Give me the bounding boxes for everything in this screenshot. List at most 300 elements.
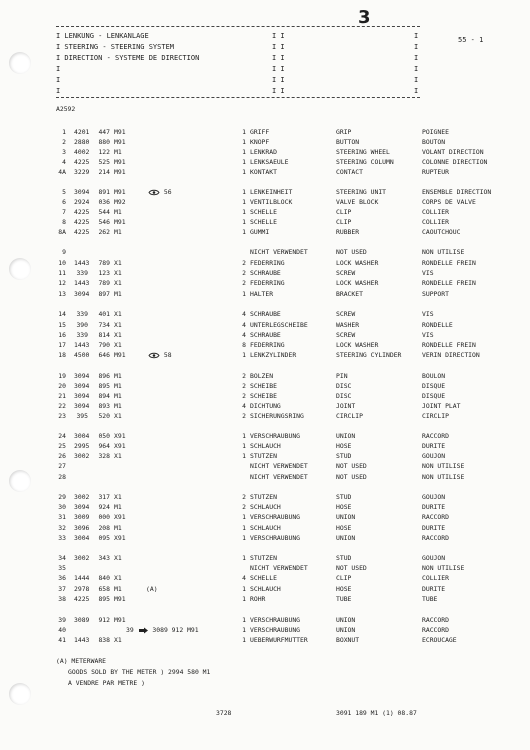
quantity: 1 — [242, 138, 246, 146]
quantity: 1 — [242, 208, 246, 216]
part-no-middle: 893 — [98, 402, 110, 410]
table-row — [0, 401, 530, 411]
quantity: 1 — [242, 616, 246, 624]
description-en: CIRCLIP — [336, 412, 363, 420]
table-row — [0, 625, 530, 635]
description-de: SCHEIBE — [250, 382, 277, 390]
quantity: 1 — [242, 218, 246, 226]
quantity: 2 — [242, 372, 246, 380]
description-en: UNION — [336, 432, 356, 440]
description-en: HOSE — [336, 503, 352, 511]
item-number: 8A — [58, 228, 66, 236]
item-number: 3 — [62, 148, 66, 156]
part-no-suffix: M1 — [114, 372, 122, 380]
header-right-mark: I — [414, 87, 419, 95]
part-no-prefix: 3009 — [74, 513, 90, 521]
description-de: NICHT VERWENDET — [250, 462, 308, 470]
description-de: LENKEINHEIT — [250, 188, 293, 196]
part-no-prefix: 3002 — [74, 493, 90, 501]
part-no-middle: 214 — [98, 168, 110, 176]
reference-page: 58 — [163, 351, 172, 359]
part-no-suffix: M1 — [114, 402, 122, 410]
description-fr: POIGNEE — [422, 128, 449, 136]
part-no-prefix: 2924 — [74, 198, 90, 206]
description-en: STEERING CYLINDER — [336, 351, 402, 359]
part-no-prefix: 3229 — [74, 168, 90, 176]
part-no-middle: 401 — [98, 310, 110, 318]
description-de: SCHLAUCH — [250, 503, 281, 511]
description-de: LENKRAD — [250, 148, 277, 156]
description-fr: COLLIER — [422, 208, 449, 216]
description-en: STEERING COLUMN — [336, 158, 394, 166]
part-no-prefix: 3004 — [74, 534, 90, 542]
part-no-prefix: 2995 — [74, 442, 90, 450]
table-row — [0, 431, 530, 441]
description-de: LENKZYLINDER — [250, 351, 297, 359]
item-number: 20 — [58, 382, 66, 390]
header-right-mark: I — [414, 32, 419, 40]
part-no-suffix: X1 — [114, 452, 122, 460]
description-en: GRIP — [336, 128, 352, 136]
description-en: STEERING WHEEL — [336, 148, 390, 156]
table-row — [0, 502, 530, 512]
part-no-middle: 734 — [98, 321, 110, 329]
reference — [148, 187, 172, 197]
part-no-suffix: X1 — [114, 259, 122, 267]
table-row — [0, 167, 530, 177]
description-en: BUTTON — [336, 138, 360, 146]
description-fr: VOLANT DIRECTION — [422, 148, 484, 156]
part-no-suffix: M91 — [114, 158, 126, 166]
table-row — [0, 330, 530, 340]
header-line: I STEERING - STEERING SYSTEM — [56, 43, 175, 51]
description-de: SCHLAUCH — [250, 442, 281, 450]
description-fr: NON UTILISE — [422, 564, 465, 572]
description-fr: RACCORD — [422, 534, 449, 542]
reference-part: 3089 912 M91 — [152, 626, 199, 634]
item-number: 40 — [58, 626, 66, 634]
description-de: ROHR — [250, 595, 266, 603]
description-en: SCREW — [336, 310, 356, 318]
part-no-suffix: X1 — [114, 269, 122, 277]
part-no-middle: 814 — [98, 331, 110, 339]
table-row — [0, 147, 530, 157]
description-fr: DURITE — [422, 524, 446, 532]
table-row — [0, 441, 530, 451]
description-en: NOT USED — [336, 473, 367, 481]
description-fr: DURITE — [422, 503, 446, 511]
quantity: 4 — [242, 310, 246, 318]
description-de: FEDERRING — [250, 279, 285, 287]
item-number: 4A — [58, 168, 66, 176]
quantity: 1 — [242, 554, 246, 562]
part-no-suffix: M91 — [114, 168, 126, 176]
description-de: UNTERLEGSCHEIBE — [250, 321, 308, 329]
description-fr: VIS — [422, 269, 434, 277]
table-row — [0, 533, 530, 543]
description-en: RUBBER — [336, 228, 360, 236]
quantity: 4 — [242, 574, 246, 582]
part-no-middle: 658 — [98, 585, 110, 593]
item-number: 18 — [58, 351, 66, 359]
part-no-suffix: X1 — [114, 574, 122, 582]
part-no-middle: 895 — [98, 595, 110, 603]
description-de: SCHRAUBE — [250, 310, 281, 318]
description-en: NOT USED — [336, 462, 367, 470]
header-mid-mark: I I — [272, 87, 285, 95]
description-fr: JOINT PLAT — [422, 402, 461, 410]
item-number: 26 — [58, 452, 66, 460]
item-number: 37 — [58, 585, 66, 593]
description-en: NOT USED — [336, 248, 367, 256]
item-number: 33 — [58, 534, 66, 542]
item-number: 30 — [58, 503, 66, 511]
item-number: 21 — [58, 392, 66, 400]
view-ref-icon — [148, 189, 160, 196]
description-de: KNOPF — [250, 138, 270, 146]
description-de: VERSCHRAUBUNG — [250, 432, 301, 440]
part-no-middle: 546 — [98, 218, 110, 226]
part-no-middle: 123 — [98, 269, 110, 277]
description-fr: RONDELLE FREIN — [422, 279, 476, 287]
description-de: LENKSAEULE — [250, 158, 289, 166]
part-no-suffix: X1 — [114, 310, 122, 318]
description-fr: ECROUCAGE — [422, 636, 457, 644]
quantity: 2 — [242, 493, 246, 501]
table-row — [0, 127, 530, 137]
quantity: 2 — [242, 259, 246, 267]
part-no-prefix: 3094 — [74, 290, 90, 298]
part-no-suffix: M91 — [114, 188, 126, 196]
part-no-prefix: 3094 — [74, 402, 90, 410]
description-en: WASHER — [336, 321, 360, 329]
part-no-prefix: 1443 — [74, 279, 90, 287]
part-no-prefix: 339 — [76, 269, 88, 277]
part-no-suffix: M1 — [114, 392, 122, 400]
part-no-suffix: X91 — [114, 432, 126, 440]
part-no-middle: 036 — [98, 198, 110, 206]
part-no-suffix: M91 — [114, 351, 126, 359]
table-row — [0, 594, 530, 604]
description-fr: RACCORD — [422, 513, 449, 521]
item-number: 34 — [58, 554, 66, 562]
part-no-middle: 895 — [98, 382, 110, 390]
item-number: 32 — [58, 524, 66, 532]
description-en: STEERING UNIT — [336, 188, 387, 196]
part-no-prefix: 1443 — [74, 636, 90, 644]
description-en: SCREW — [336, 269, 356, 277]
reference-arrow — [134, 626, 153, 634]
description-en: HOSE — [336, 524, 352, 532]
quantity: 2 — [242, 392, 246, 400]
description-en: UNION — [336, 616, 356, 624]
table-row — [0, 584, 530, 594]
part-no-suffix: M1 — [114, 208, 122, 216]
item-number: 6 — [62, 198, 66, 206]
description-fr: GOUJON — [422, 452, 446, 460]
part-no-middle: 328 — [98, 452, 110, 460]
page-badge: 3 — [358, 7, 371, 28]
description-de: SCHLAUCH — [250, 585, 281, 593]
quantity: 2 — [242, 269, 246, 277]
item-number: 10 — [58, 259, 66, 267]
description-en: HOSE — [336, 442, 352, 450]
description-de: GUMMI — [250, 228, 270, 236]
description-fr: GOUJON — [422, 493, 446, 501]
part-no-middle: 343 — [98, 554, 110, 562]
reference: (A) — [146, 585, 158, 593]
table-row — [0, 197, 530, 207]
item-number: 12 — [58, 279, 66, 287]
item-number: 2 — [62, 138, 66, 146]
part-no-prefix: 339 — [76, 331, 88, 339]
part-no-suffix: M1 — [114, 148, 122, 156]
description-de: NICHT VERWENDET — [250, 248, 308, 256]
table-row — [0, 217, 530, 227]
item-number: 27 — [58, 462, 66, 470]
item-number: 39 — [58, 616, 66, 624]
header-mid-mark: I I — [272, 76, 285, 84]
part-no-middle: 880 — [98, 138, 110, 146]
part-no-middle: 912 — [98, 616, 110, 624]
table-row — [0, 492, 530, 502]
part-no-suffix: M91 — [114, 218, 126, 226]
table-row — [0, 512, 530, 522]
part-no-prefix: 3094 — [74, 188, 90, 196]
part-no-middle: 520 — [98, 412, 110, 420]
item-number: 19 — [58, 372, 66, 380]
part-no-prefix: 395 — [76, 412, 88, 420]
quantity: 1 — [242, 595, 246, 603]
description-en: DISC — [336, 382, 352, 390]
description-en: DISC — [336, 392, 352, 400]
description-en: LOCK WASHER — [336, 279, 379, 287]
part-no-middle: 838 — [98, 636, 110, 644]
quantity: 1 — [242, 513, 246, 521]
see-ref-arrow-icon — [138, 627, 149, 634]
table-row — [0, 451, 530, 461]
description-de: SCHLAUCH — [250, 524, 281, 532]
description-fr: DISQUE — [422, 382, 446, 390]
part-no-middle: 790 — [98, 341, 110, 349]
item-number: 14 — [58, 310, 66, 318]
table-row — [0, 207, 530, 217]
part-no-suffix: M91 — [114, 595, 126, 603]
part-no-prefix: 3094 — [74, 372, 90, 380]
description-en: VALVE BLOCK — [336, 198, 379, 206]
part-no-middle: 208 — [98, 524, 110, 532]
part-no-suffix: M1 — [114, 585, 122, 593]
section-code: 55 - 1 — [458, 36, 484, 44]
table-row — [0, 381, 530, 391]
table-row — [0, 553, 530, 563]
description-en: STUD — [336, 452, 352, 460]
quantity: 1 — [242, 148, 246, 156]
part-no-middle: 122 — [98, 148, 110, 156]
part-no-middle: 840 — [98, 574, 110, 582]
header-mid-mark: I I — [272, 65, 285, 73]
description-en: STUD — [336, 554, 352, 562]
part-no-suffix: X1 — [114, 321, 122, 329]
part-no-middle: 525 — [98, 158, 110, 166]
item-number: 31 — [58, 513, 66, 521]
description-en: HOSE — [336, 585, 352, 593]
item-number: 22 — [58, 402, 66, 410]
item-number: 23 — [58, 412, 66, 420]
description-fr: GOUJON — [422, 554, 446, 562]
part-no-suffix: M1 — [114, 228, 122, 236]
reference — [126, 625, 199, 635]
part-no-prefix: 339 — [76, 310, 88, 318]
header-line: I — [56, 65, 61, 73]
part-no-prefix: 1444 — [74, 574, 90, 582]
part-no-suffix: X1 — [114, 554, 122, 562]
description-de: STUTZEN — [250, 554, 277, 562]
description-de: SCHELLE — [250, 208, 277, 216]
description-en: NOT USED — [336, 564, 367, 572]
part-no-suffix: M91 — [114, 138, 126, 146]
description-de: VENTILBLOCK — [250, 198, 293, 206]
part-no-middle: 000 — [98, 513, 110, 521]
part-no-suffix: X1 — [114, 279, 122, 287]
part-no-middle: 964 — [98, 442, 110, 450]
item-number: 4 — [62, 158, 66, 166]
description-en: LOCK WASHER — [336, 259, 379, 267]
table-row — [0, 289, 530, 299]
part-no-suffix: X1 — [114, 412, 122, 420]
description-de: NICHT VERWENDET — [250, 473, 308, 481]
footnote-line: (A) METERWARE — [56, 657, 107, 665]
reference — [148, 350, 172, 360]
part-no-prefix: 3094 — [74, 382, 90, 390]
part-no-suffix: M91 — [114, 616, 126, 624]
part-no-middle: 262 — [98, 228, 110, 236]
description-en: LOCK WASHER — [336, 341, 379, 349]
description-de: KONTAKT — [250, 168, 277, 176]
description-fr: BOULON — [422, 372, 446, 380]
part-no-middle: 317 — [98, 493, 110, 501]
part-no-prefix: 3089 — [74, 616, 90, 624]
view-ref-icon — [148, 352, 160, 359]
item-number: 13 — [58, 290, 66, 298]
part-no-middle: 897 — [98, 290, 110, 298]
item-number: 9 — [62, 248, 66, 256]
table-row — [0, 635, 530, 645]
quantity: 1 — [242, 432, 246, 440]
description-de: SICHERUNGSRING — [250, 412, 304, 420]
description-de: UEBERWURFMUTTER — [250, 636, 308, 644]
table-row — [0, 278, 530, 288]
table-row — [0, 227, 530, 237]
item-number: 16 — [58, 331, 66, 339]
part-no-prefix: 3096 — [74, 524, 90, 532]
header-mid-mark: I I — [272, 54, 285, 62]
part-no-prefix: 2880 — [74, 138, 90, 146]
part-no-prefix: 4225 — [74, 158, 90, 166]
description-fr: DURITE — [422, 585, 446, 593]
table-row — [0, 258, 530, 268]
item-number: 1 — [62, 128, 66, 136]
part-no-middle: 789 — [98, 279, 110, 287]
header-right-mark: I — [414, 65, 419, 73]
description-en: CLIP — [336, 218, 352, 226]
part-no-suffix: M1 — [114, 524, 122, 532]
table-row — [0, 187, 530, 197]
quantity: 1 — [242, 452, 246, 460]
item-number: 5 — [62, 188, 66, 196]
description-en: STUD — [336, 493, 352, 501]
table-row — [0, 157, 530, 167]
part-no-suffix: X1 — [114, 636, 122, 644]
description-de: SCHELLE — [250, 574, 277, 582]
drawing-ref: A2592 — [56, 105, 76, 113]
part-no-middle: 447 — [98, 128, 110, 136]
description-fr: DURITE — [422, 442, 446, 450]
part-no-prefix: 4002 — [74, 148, 90, 156]
description-fr: CIRCLIP — [422, 412, 449, 420]
description-de: VERSCHRAUBUNG — [250, 616, 301, 624]
part-no-suffix: X91 — [114, 513, 126, 521]
part-no-prefix: 3094 — [74, 503, 90, 511]
description-fr: COLLIER — [422, 218, 449, 226]
part-no-middle: 891 — [98, 188, 110, 196]
part-no-middle: 896 — [98, 372, 110, 380]
item-number: 17 — [58, 341, 66, 349]
description-en: CONTACT — [336, 168, 363, 176]
item-number: 38 — [58, 595, 66, 603]
description-fr: CORPS DE VALVE — [422, 198, 476, 206]
table-row — [0, 371, 530, 381]
description-fr: RACCORD — [422, 626, 449, 634]
reference-item: 39 — [126, 626, 134, 634]
quantity: 4 — [242, 321, 246, 329]
description-fr: CAOUTCHOUC — [422, 228, 461, 236]
item-number: 11 — [58, 269, 66, 277]
part-no-middle: 646 — [98, 351, 110, 359]
quantity: 1 — [242, 290, 246, 298]
table-row — [0, 268, 530, 278]
description-fr: NON UTILISE — [422, 462, 465, 470]
quantity: 1 — [242, 524, 246, 532]
part-no-prefix: 1443 — [74, 341, 90, 349]
part-no-suffix: X1 — [114, 331, 122, 339]
reference-page: 56 — [163, 188, 172, 196]
table-row — [0, 461, 530, 471]
part-no-prefix: 1443 — [74, 259, 90, 267]
description-de: SCHELLE — [250, 218, 277, 226]
description-de: FEDERRING — [250, 341, 285, 349]
description-fr: RONDELLE — [422, 321, 453, 329]
description-en: PIN — [336, 372, 348, 380]
item-number: 8 — [62, 218, 66, 226]
description-fr: BOUTON — [422, 138, 446, 146]
description-fr: TUBE — [422, 595, 438, 603]
description-de: VERSCHRAUBUNG — [250, 626, 301, 634]
item-number: 24 — [58, 432, 66, 440]
description-en: SCREW — [336, 331, 356, 339]
item-number: 29 — [58, 493, 66, 501]
part-no-prefix: 2978 — [74, 585, 90, 593]
description-fr: VIS — [422, 331, 434, 339]
footnote-line: GOODS SOLD BY THE METER ) 2994 580 M1 — [68, 668, 211, 676]
part-no-suffix: X1 — [114, 341, 122, 349]
quantity: 1 — [242, 168, 246, 176]
header-line: I — [56, 87, 61, 95]
part-no-middle: 050 — [98, 432, 110, 440]
description-en: UNION — [336, 626, 356, 634]
description-fr: ENSEMBLE DIRECTION — [422, 188, 492, 196]
part-no-middle: 095 — [98, 534, 110, 542]
